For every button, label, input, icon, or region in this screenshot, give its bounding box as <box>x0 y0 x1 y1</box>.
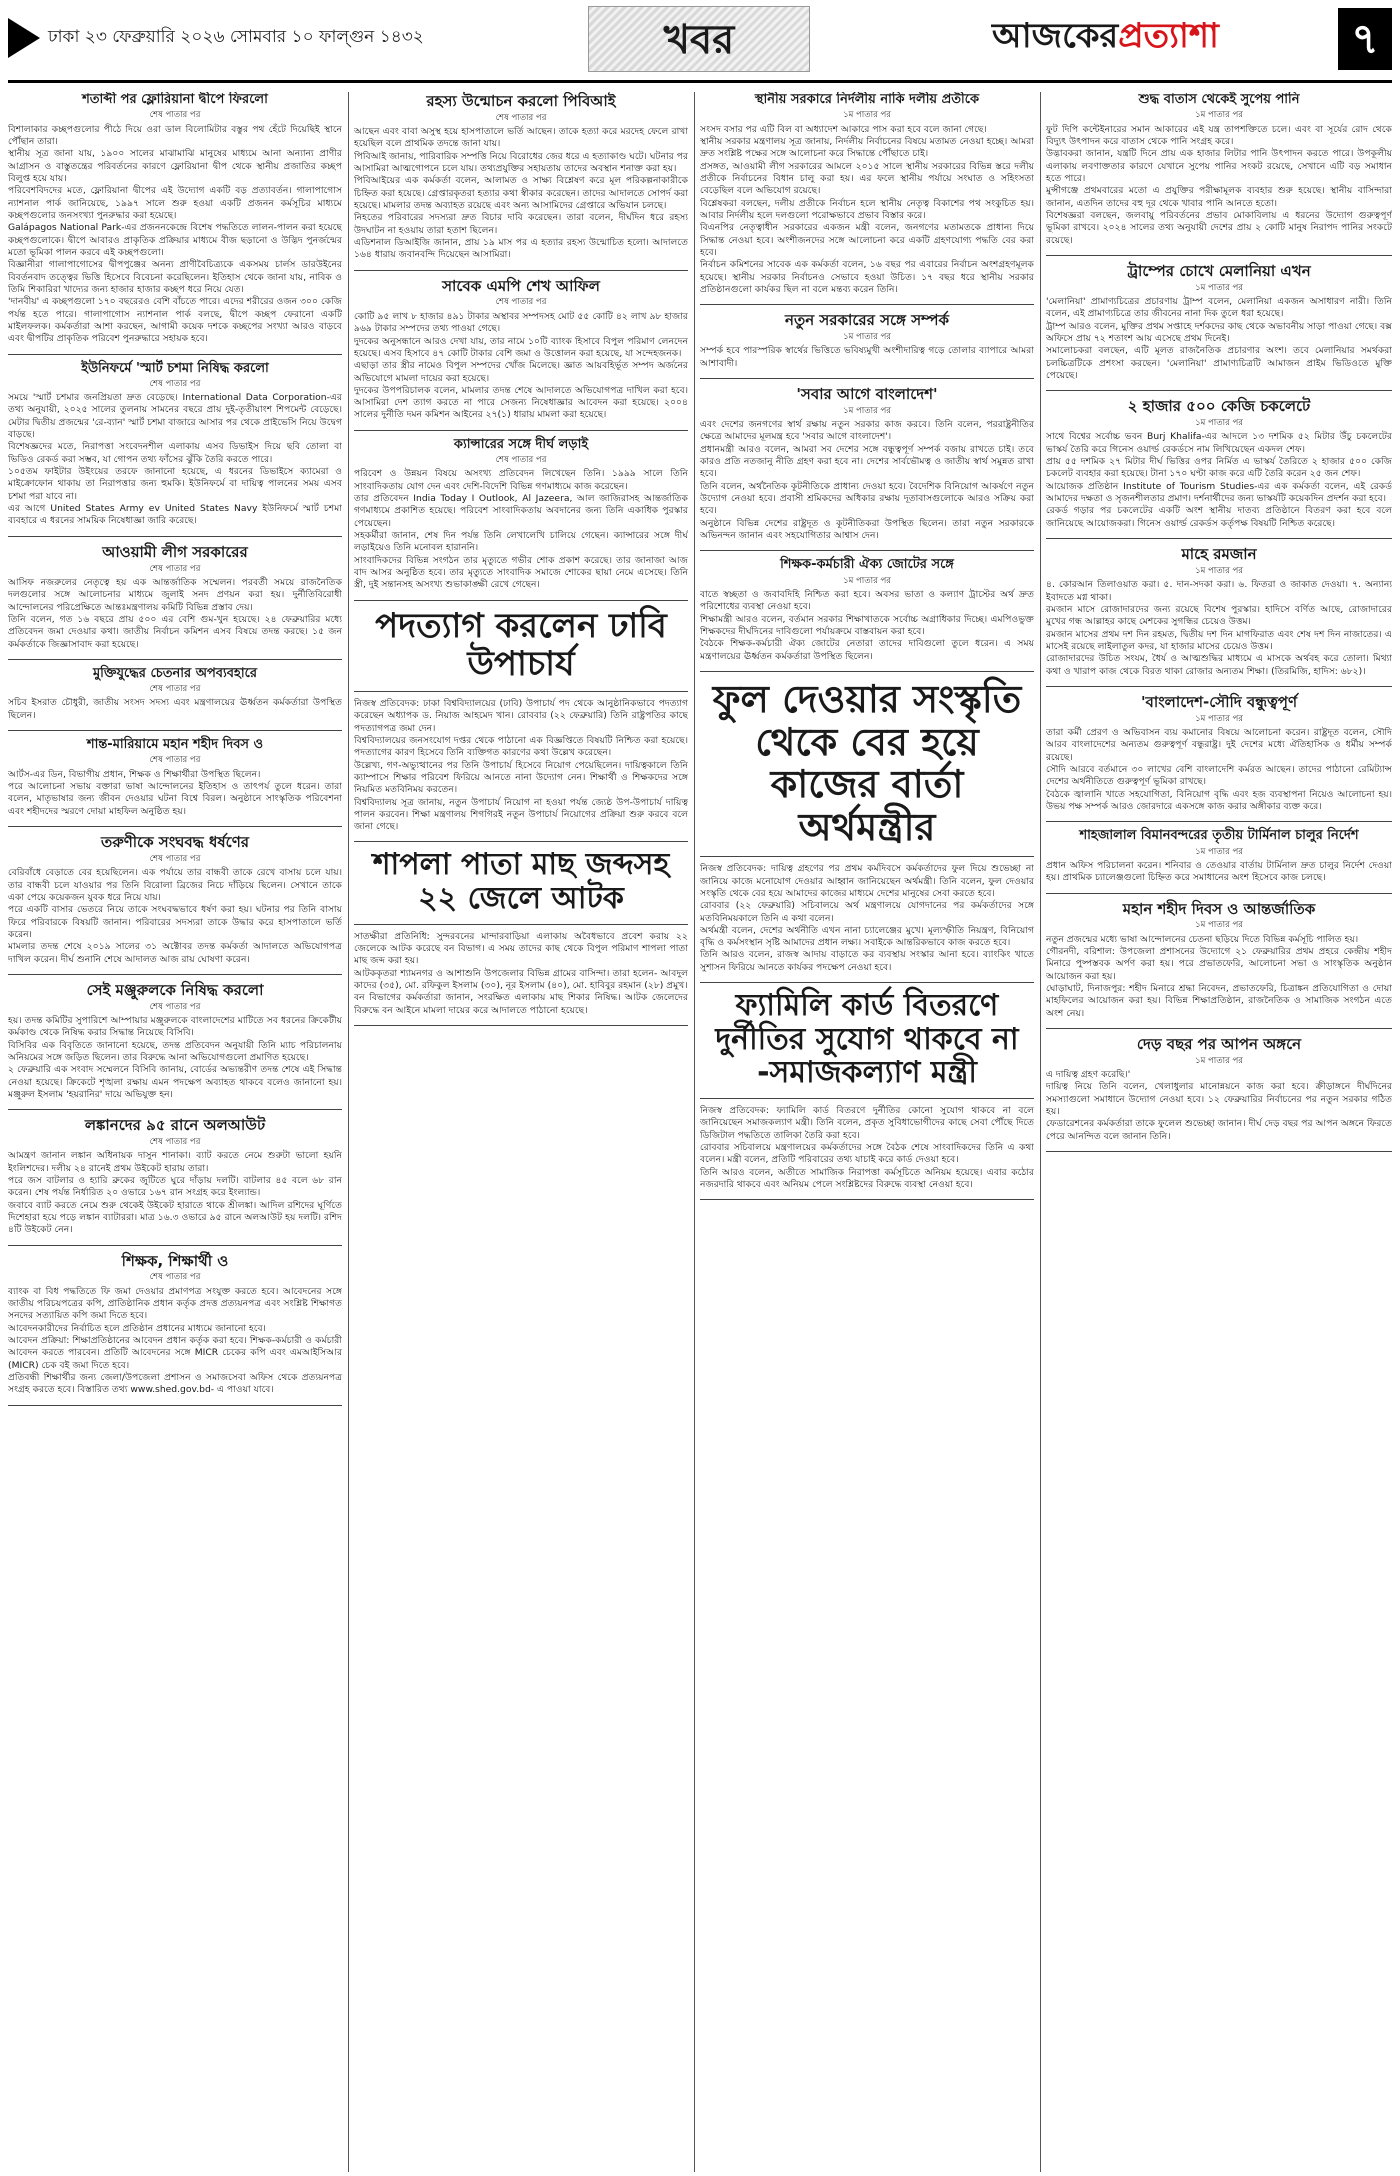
story-body: এ দায়িত্ব গ্রহণ করেছি।' দায়িত্ব নিয়ে তিনি বলেন, খেলাধুলার মানোন্নয়নে কাজ করা হবে। ক্রীড়াঙ্গনে দীর্ঘদিনের সমস্যাগুলো সমাধানে উদ্যোগ নেওয়া হবে। ১২ ফেব্রুয়ারির নির্বাচনের পর নতুন সরকার গঠিত হয়। ফেডারেশনের কর্মকর্তারা তাকে ফুলেল শুভেচ্ছা জানান। দীর্ঘ দেড় বছর পর আপন অঙ্গনে ফিরতে পেরে আনন্দিত বলে জানান তিনি। <box>1046 1069 1392 1142</box>
continuation-note: শেষ পাতার পর <box>495 112 547 123</box>
story-body: ৪. কোরআন তিলাওয়াত করা। ৫. দান-সদকা করা। ৬. ফিতরা ও জাকাত দেওয়া। ৭. অন্যান্য ইবাদতে মগ্ন থাকা। রমজান মাসে রোজাদারদের জন্য রয়েছে বিশেষ পুরস্কার। হাদিসে বর্ণিত আছে, রোজাদারের মুখের গন্ধ আল্লাহর কাছে মেশকের সুগন্ধির চেয়েও উত্তম। রমজান মাসের প্রথম দশ দিন রহমত, দ্বিতীয় দশ দিন মাগফিরাত এবং শেষ দশ দিন নাজাতের। এ মাসেই রয়েছে লাইলাতুল কদর, যা হাজার মাসের চেয়েও উত্তম। রোজাদারদের উচিত সংযম, ধৈর্য ও আত্মশুদ্ধির মাধ্যমে এ মাসকে অর্থবহ করে তোলা। মিথ্যা কথা ও খারাপ কাজ থেকে বিরত থাকা রোজার অন্যতম শিক্ষা। (তিরমিজি, হাদিস: ৬৮২)। <box>1046 579 1392 677</box>
story-body: বিশালাকার কচ্ছপগুলোর পীঠে দিয়ে ওরা ডাল বিলোমিটার বস্তুর পথ হেঁটে দিয়েছিই স্থানে পৌঁছান তারা। স্থানীয় সূত্র জানা যায়, ১৯০০ সালের মাঝামাঝি মানুষের মাধ্যমে আনা অন্যান্য প্রাণীর আগ্রাসন ও বাস্তুতন্ত্রের পরিবর্তনের কারণে ফ্লোরিয়ানা দ্বীপ থেকে স্থানীয় প্রজাতির কচ্ছপ বিলুপ্ত হয়ে যায়। পরিবেশবিদদের মতে, ফ্লোরিয়ানা দ্বীপের এই উদ্যোগ একটি বড় প্রত্যাবর্তন। গালাপাগোস ন্যাশনাল পার্ক জানিয়েছে, ১৯৯৭ সালে শুরু হওয়া একটি প্রজনন কর্মসূচির মাধ্যমে কচ্ছপগুলোর জনসংখ্যা পুনরুদ্ধার করা হয়েছে। Galápagos National Park-এর প্রজননকেন্দ্রে বিশেষ পদ্ধতিতে লালন-পালন করা হয়েছে কচ্ছপগুলোকে। দ্বীপে আবারও প্রাকৃতিক প্রক্রিয়ার মাধ্যমে বীজ ছড়ানো ও উদ্ভিদ পুনর্জন্মের মতো ভূমিকা পালন করবে এই কচ্ছপগুলো। বিজ্ঞানীরা গালাপাগোসের দ্বীপপুঞ্জের অনন্য প্রাণীবৈচিত্র্যকে একসময় চার্লস ডারউইনের বিবর্তনবাদ তত্ত্বের ভিত্তি হিসেবে বিবেচনা করেছিলেন। ইতিহাস থেকে জানা যায়, নাবিক ও তিমি শিকারিরা খাদ্যের জন্য হাজার হাজার কচ্ছপ ধরে নিয়ে যেত। 'দানবীয়' এ কচ্ছপগুলো ১৭০ বছরেরও বেশি বাঁচতে পারে। এদের শরীরের ওজন ৩০০ কেজি পর্যন্ত হতে পারে। গালাপাগোস ন্যাশনাল পার্ক বলছে, দ্বীপে কচ্ছপ ফেরানো একটি মাইলফলক। কর্মকর্তারা আশা করছেন, আগামী কয়েক দশকে কচ্ছপের সংখ্যা আরও বাড়বে এবং দ্বীপটির প্রাকৃতিক পরিবেশ পুনরুদ্ধারে সহায়ক হবে। <box>8 123 342 345</box>
headline: লঙ্কানদের ৯৫ রানে অলআউট <box>84 1116 266 1135</box>
story-separator <box>700 550 1034 551</box>
story <box>8 1116 342 1236</box>
story-separator <box>700 982 1034 983</box>
story <box>1046 545 1392 678</box>
story-separator <box>354 430 688 431</box>
column-4 <box>1046 92 1392 2172</box>
story-separator <box>700 304 1034 305</box>
story-body: সংসদ বসার পর এটি বিল বা অধ্যাদেশ আকারে পাস করা হবে বলে জানা গেছে। স্থানীয় সরকার মন্ত্রণালয় সূত্র জানায়, নির্দলীয় নির্বাচনের বিষয়ে মতামত নেওয়া হচ্ছে। আমরা দ্রুত সংশ্লিষ্ট পক্ষের সঙ্গে আলোচনা করে সিদ্ধান্তে পৌঁছাতে চাই। প্রসঙ্গত, আওয়ামী লীগ সরকারের আমলে ২০১৫ সালে স্থানীয় সরকারের বিভিন্ন স্তরে দলীয় প্রতীকে নির্বাচনের বিধান চালু করা হয়। এর ফলে স্থানীয় পর্যায়ে সংঘাত ও সহিংসতা বেড়েছিল বলে অভিযোগ রয়েছে। বিশ্লেষকরা বলছেন, দলীয় প্রতীকে নির্বাচন হলে স্থানীয় নেতৃত্ব বিকাশের পথ সংকুচিত হয়। আবার নির্দলীয় হলে দলগুলো পরোক্ষভাবে প্রভাব বিস্তার করে। বিএনপির নেতৃত্বাধীন সরকারের একজন মন্ত্রী বলেন, জনগণের মতামতকে প্রাধান্য দিয়ে সিদ্ধান্ত নেওয়া হবে। অংশীজনদের সঙ্গে আলোচনা করে একটি গ্রহণযোগ্য পদ্ধতি বের করা হবে। নির্বাচন কমিশনের সাবেক এক কর্মকর্তা বলেন, ১৬ বছর পর এবারের নির্বাচন অংশগ্রহণমূলক হয়েছে। স্থানীয় সরকার নির্বাচনও সেভাবে হওয়া উচিত। ১৭ বছর ধরে স্থানীয় সরকার প্রতিষ্ঠানগুলো কার্যকর ছিল না বলে মন্তব্য করেন তিনি। <box>700 123 1034 295</box>
headline: স্থানীয় সরকারে নির্দলীয় নাকি দলীয় প্রতীকে <box>754 92 980 107</box>
headline-large: পদত্যাগ করলেন ঢাবি উপাচার্য <box>375 605 667 684</box>
story-body: পরিবেশ ও উন্নয়ন বিষয়ে অসংখ্য প্রতিবেদন লিখেছেন তিনি। ১৯৯৯ সালে তিনি সাংবাদিকতায় যোগ দেন এবং দেশি-বিদেশি বিভিন্ন গণমাধ্যমে কাজ করেছেন। তার প্রতিবেদন India Today I Outlook, Al Jazeera, আল জাজিরাসহ আন্তর্জাতিক গণমাধ্যমে প্রকাশিত হয়েছে। পরিবেশ সাংবাদিকতায় অবদানের জন্য তিনি একাধিক পুরস্কার পেয়েছেন। সহকর্মীরা জানান, শেষ দিন পর্যন্ত তিনি লেখালেখি চালিয়ে গেছেন। ক্যান্সারের সঙ্গে দীর্ঘ লড়াইয়েও তিনি মনোবল হারাননি। সাংবাদিকদের বিভিন্ন সংগঠন তার মৃত্যুতে গভীর শোক প্রকাশ করেছে। তার জানাজা আজ বাদ আসর অনুষ্ঠিত হবে। তার মৃত্যুতে সাংবাদিক সমাজে শোকের ছায়া নেমে এসেছে। তিনি স্ত্রী, দুই সন্তানসহ অসংখ্য শুভাকাঙ্ক্ষী রেখে গেছেন। <box>354 468 688 591</box>
headline: দেড় বছর পর আপন অঙ্গনে <box>1136 1034 1302 1053</box>
story <box>8 361 342 528</box>
headline: নতুন সরকারের সঙ্গে সম্পর্ক <box>784 311 950 330</box>
column-3 <box>700 92 1034 2172</box>
story-separator <box>8 354 342 355</box>
story-body: সম্পর্ক হবে পারস্পরিক স্বার্থের ভিত্তিতে ভবিষ্যমুখী অংশীদারিত্ব গড়ে তোলার ব্যাপারে আমরা আশাবাদী। <box>700 345 1034 369</box>
story-separator <box>1046 390 1392 391</box>
column-divider <box>348 92 349 2172</box>
headline: শতাব্দী পর ফ্লোরিয়ানা দ্বীপে ফিরলো <box>82 92 268 107</box>
headline-large: ফ্যামিলি কার্ড বিতরণে দুর্নীতির সুযোগ থাকবে না -সমাজকল্যাণ মন্ত্রী <box>715 988 1019 1091</box>
header-rule <box>8 80 1392 83</box>
headline: ২ হাজার ৫০০ কেজি চকলেটে <box>1127 397 1311 416</box>
continuation-note: শেষ পাতার পর <box>149 1272 201 1283</box>
story-separator <box>354 691 688 692</box>
story-body: এবং দেশের জনগণের স্বার্থ রক্ষায় নতুন সরকার কাজ করবে। তিনি বলেন, পররাষ্ট্রনীতির ক্ষেত্রে আমাদের মূলমন্ত্র হবে 'সবার আগে বাংলাদেশ'। প্রধানমন্ত্রী আরও বলেন, আমরা সব দেশের সঙ্গে বন্ধুত্বপূর্ণ সম্পর্ক বজায় রাখতে চাই। তবে কারও প্রতি নতজানু নীতি গ্রহণ করা হবে না। দেশের সার্বভৌমত্ব ও জাতীয় স্বার্থ সমুন্নত রাখা হবে। তিনি বলেন, অর্থনৈতিক কূটনীতিকে প্রাধান্য দেওয়া হবে। বৈদেশিক বিনিয়োগ আকর্ষণে নতুন উদ্যোগ নেওয়া হবে। প্রবাসী শ্রমিকদের অধিকার রক্ষায় দূতাবাসগুলোকে আরও সক্রিয় করা হবে। অনুষ্ঠানে বিভিন্ন দেশের রাষ্ট্রদূত ও কূটনীতিকরা উপস্থিত ছিলেন। তারা নতুন সরকারকে অভিনন্দন জানান এবং সহযোগিতার আশ্বাস দেন। <box>700 419 1034 542</box>
story-separator <box>1046 821 1392 822</box>
dateline: ঢাকা ২৩ ফেব্রুয়ারি ২০২৬ সোমবার ১০ ফাল্গুন ১৪৩২ <box>48 27 424 47</box>
headline: তরুণীকে সংঘবদ্ধ ধর্ষণের <box>100 833 250 852</box>
logo-text-red: প্রত্যাশা <box>1118 16 1219 56</box>
story-body: নিজস্ব প্রতিবেদক: ফ্যামিলি কার্ড বিতরণে দুর্নীতির কোনো সুযোগ থাকবে না বলে জানিয়েছেন সমাজকল্যাণ মন্ত্রী। তিনি বলেন, প্রকৃত সুবিধাভোগীদের কাছে সেবা পৌঁছে দিতে ডিজিটাল পদ্ধতিতে তালিকা তৈরি করা হবে। রোববার সচিবালয়ে মন্ত্রণালয়ের কর্মকর্তাদের সঙ্গে বৈঠক শেষে সাংবাদিকদের তিনি এ কথা বলেন। মন্ত্রী বলেন, প্রতিটি পরিবারের তথ্য যাচাই করে কার্ড দেওয়া হবে। তিনি আরও বলেন, অতীতে সামাজিক নিরাপত্তা কর্মসূচিতে অনিয়ম হয়েছে। এবার কঠোর নজরদারি থাকবে এবং অনিয়ম পেলে সংশ্লিষ্টদের বিরুদ্ধে ব্যবস্থা নেওয়া হবে। <box>700 1104 1034 1190</box>
story <box>1046 693 1392 813</box>
story-separator <box>354 924 688 925</box>
page-arrow-icon <box>8 18 40 58</box>
headline: শান্ত-মারিয়ামে মহান শহীদ দিবস ও <box>86 737 264 753</box>
story-body: নিজস্ব প্রতিবেদক: দায়িত্ব গ্রহণের পর প্রথম কর্মদিবসে কর্মকর্তাদের ফুল দিয়ে শুভেচ্ছা না জানিয়ে কাজে মনোযোগ দেওয়ার আহ্বান জানিয়েছেন অর্থমন্ত্রী। তিনি বলেন, ফুল দেওয়ার সংস্কৃতি থেকে বের হয়ে আমাদের কাজের মাধ্যমে দেশের মানুষের সেবা করতে হবে। রোববার (২২ ফেব্রুয়ারি) সচিবালয়ে অর্থ মন্ত্রণালয়ে যোগদানের পর কর্মকর্তাদের সঙ্গে মতবিনিময়কালে তিনি এ কথা বলেন। অর্থমন্ত্রী বলেন, দেশের অর্থনীতি এখন নানা চ্যালেঞ্জের মুখে। মূল্যস্ফীতি নিয়ন্ত্রণ, বিনিয়োগ বৃদ্ধি ও কর্মসংস্থান সৃষ্টি আমাদের প্রধান লক্ষ্য। সবাইকে আন্তরিকভাবে কাজ করতে হবে। তিনি আরও বলেন, রাজস্ব আদায় বাড়াতে কর ব্যবস্থায় সংস্কার আনা হবে। ব্যাংকিং খাতে সুশাসন ফিরিয়ে আনতে কার্যকর পদক্ষেপ নেওয়া হবে। <box>700 863 1034 973</box>
story-body: আছেন এবং বাবা অসুস্থ হয়ে হাসপাতালে ভর্তি আছেন। তাকে হত্যা করে মরদেহ ফেলে রাখা হয়েছিল বলে প্রাথমিক তদন্তে জানা যায়। পিবিআই জানায়, পারিবারিক সম্পত্তি নিয়ে বিরোধের জের ধরে এ হত্যাকাণ্ড ঘটে। ঘটনার পর আসামিরা আত্মগোপনে চলে যায়। তথ্যপ্রযুক্তির সহায়তায় তাদের অবস্থান শনাক্ত করা হয়। পিবিআইয়ের এক কর্মকর্তা বলেন, আলামত ও সাক্ষ্য বিশ্লেষণ করে মূল পরিকল্পনাকারীকে চিহ্নিত করা হয়েছে। গ্রেপ্তারকৃতরা হত্যার কথা স্বীকার করেছেন। তাদের আদালতে সোপর্দ করা হয়েছে। মামলার তদন্ত অব্যাহত রয়েছে এবং অন্য আসামিদের গ্রেপ্তারে অভিযান চলছে। নিহতের পরিবারের সদস্যরা দ্রুত বিচার দাবি করেছেন। তারা বলেন, দীর্ঘদিন ধরে রহস্য উদঘাটন না হওয়ায় তারা হতাশ ছিলেন। এডিশনাল ডিআইজি জানান, প্রায় ১৯ মাস পর এ হত্যার রহস্য উন্মোচিত হলো। আদালতে ১৬৪ ধারায় জবানবন্দি দিয়েছেন আসামিরা। <box>354 126 688 261</box>
story-body: সচিব ইসরাত চৌধুরী, জাতীয় সংসদ সদস্য এবং মন্ত্রণালয়ের ঊর্ধ্বতন কর্মকর্তারা উপস্থিত ছিলেন। <box>8 697 342 721</box>
continuation-note: শেষ পাতার পর <box>495 455 547 466</box>
story-body: ব্যাংক বা বিধ পদ্ধতিতে ফি জমা দেওয়ার প্রমাণপত্র সংযুক্ত করতে হবে। আবেদনের সঙ্গে জাতীয় পরিচয়পত্রের কপি, প্রাতিষ্ঠানিক প্রধান কর্তৃক প্রদত্ত প্রত্যয়নপত্র এবং সংশ্লিষ্ট শিক্ষাগত সনদের সত্যায়িত কপি জমা দিতে হবে। আবেদনকারীদের নির্বাচিত হলে প্রতিষ্ঠান প্রধানের মাধ্যমে জানানো হবে। আবেদন প্রক্রিয়া: শিক্ষাপ্রতিষ্ঠানের আবেদন প্রধান কর্তৃক করা হবে। শিক্ষক-কর্মচারী ও কর্মচারী আবেদন করতে পারবেন। প্রতিটি আবেদনের সঙ্গে MICR চেকের কপি এবং এমআইসিআর (MICR) চেক বই জমা দিতে হবে। প্রতিবন্ধী শিক্ষার্থীর জন্য জেলা/উপজেলা প্রশাসন ও সমাজসেবা অফিস থেকে প্রত্যয়নপত্র সংগ্রহ করতে হবে। বিস্তারিত তথ্য www.shed.gov.bd- এ পাওয়া যাবে। <box>8 1285 342 1396</box>
story <box>700 557 1034 663</box>
headline: আওয়ামী লীগ সরকারের <box>102 542 248 561</box>
story-body: প্রধান অফিস পরিচালনা করেন। শনিবার ও তেওয়ার বার্তায় টার্মিনাল দ্রুত চালুর নির্দেশ দেওয়া হয়। প্রাথমিক চ্যালেঞ্জগুলো চিহ্নিত করে সমাধানের অংশ হিসেবে কাজ চলছে। <box>1046 859 1392 884</box>
story-body: সাথে বিশ্বের সর্বোচ্চ ভবন Burj Khalifa-এর আদলে ১৩ দশমিক ৫২ মিটার উঁচু চকলেটের ভাস্কর্য তৈরি করে গিনেস ওয়ার্ল্ড রেকর্ডসে নাম লিখিয়েছেন একদল শেফ। প্রায় ৫৫ দশমিক ২৭ মিটার দীর্ঘ ভিত্তির ওপর নির্মিত এ ভাস্কর্য তৈরিতে ২ হাজার ৫০০ কেজি চকলেট ব্যবহার করা হয়েছে। টানা ১৭০ ঘণ্টা কাজ করে এটি তৈরি করেন ২৫ জন শেফ। আয়োজক প্রতিষ্ঠান Institute of Tourism Studies-এর এক কর্মকর্তা বলেন, এই রেকর্ড আমাদের দক্ষতা ও সৃজনশীলতার প্রমাণ। দর্শনার্থীদের জন্য ভাস্কর্যটি কয়েকদিন প্রদর্শন করা হবে। রেকর্ড গড়ার পর চকলেটের একটি অংশ স্থানীয় দাতব্য প্রতিষ্ঠানে বিতরণ করা হবে বলে জানিয়েছে আয়োজকরা। গিনেস ওয়ার্ল্ড রেকর্ডস কর্তৃপক্ষ বিষয়টি নিশ্চিত করেছে। <box>1046 431 1392 529</box>
headline-large: ফুল দেওয়ার সংস্কৃতি থেকে বের হয়ে কাজের বার্তা অর্থমন্ত্রীর <box>712 677 1022 849</box>
story-separator <box>1046 1028 1392 1029</box>
logo-text-black: আজকের <box>992 16 1119 56</box>
continuation-note: ১ম পাতার পর <box>1195 846 1243 857</box>
column-divider <box>1040 92 1041 2172</box>
headline: 'সবার আগে বাংলাদেশ' <box>796 385 938 403</box>
story-separator <box>1046 255 1392 256</box>
continuation-note: শেষ পাতার পর <box>149 1137 201 1147</box>
continuation-note: ১ম পাতার পর <box>1195 110 1243 121</box>
headline-large: শাপলা পাতা মাছ জব্দসহ ২২ জেলে আটক <box>372 847 670 917</box>
story-separator <box>700 1098 1034 1099</box>
story <box>8 666 342 722</box>
story <box>1046 262 1392 382</box>
section-label-box <box>588 6 810 72</box>
continuation-note: ১ম পাতার পর <box>1195 565 1243 576</box>
story-body: সময়ে 'স্মার্ট চশমার জনপ্রিয়তা দ্রুত বেড়েছে। International Data Corporation-এর তথ্য অনুযায়ী, ২০২৫ সালের তুলনায় সামনের বছরে প্রায় দুই-তৃতীয়াংশ শিপমেন্ট বেড়েছে। মেটার দ্বিতীয় প্রজন্মের 'রে-ব্যান' স্মার্ট চশমা বাজারে আসার পর থেকে প্রাইভেসি নিয়ে উদ্বেগ বাড়ছে। বিশেষজ্ঞদের মতে, নিরাপত্তা সংবেদনশীল এলাকায় এসব ডিভাইস দিয়ে ছবি তোলা বা ভিডিও রেকর্ড করা সম্ভব, যা গোপন তথ্য ফাঁসের ঝুঁকি তৈরি করতে পারে। ১০৫তম ফাইটার উইংয়ের তরফে জানানো হয়েছে, এ ধরনের ডিভাইসে ক্যামেরা ও মাইক্রোফোন থাকায় তা নিরাপত্তার জন্য হুমকি। ইউনিফর্মে বা দায়িত্ব পালনের সময় এসব চশমা পরা যাবে না। এর আগে United States Army ev United States Navy ইউনিফর্মে স্মার্ট চশমা ব্যবহারে এ ধরনের সাময়িক নিষেধাজ্ঞা জারি করেছে। <box>8 392 342 527</box>
continuation-note: শেষ পাতার পর <box>149 1001 201 1012</box>
headline: 'বাংলাদেশ-সৌদি বন্ধুত্বপূর্ণ <box>1140 692 1298 711</box>
story-separator <box>1046 1151 1392 1152</box>
headline: ইউনিফর্মে 'স্মার্ট চশমা নিষিদ্ধ করলো <box>81 360 269 376</box>
story-separator <box>700 856 1034 857</box>
story <box>700 385 1034 542</box>
story-body: আর্টস-এর ডিন, বিভাগীয় প্রধান, শিক্ষক ও শিক্ষার্থীরা উপস্থিত ছিলেন। পরে আলোচনা সভায় বক্তারা ভাষা আন্দোলনের ইতিহাস ও তাৎপর্য তুলে ধরেন। তারা বলেন, মাতৃভাষার জন্য জীবন দেওয়ার ঘটনা বিশ্বে বিরল। অনুষ্ঠানে সাংস্কৃতিক পরিবেশনা এবং শহীদদের স্মরণে দোয়া মাহফিল অনুষ্ঠিত হয়। <box>8 768 342 817</box>
story-separator <box>8 1245 342 1246</box>
story-body: 'মেলানিয়া' প্রামাণ্যচিত্রের প্রচারণায় ট্রাম্প বলেন, মেলানিয়া একজন অসাধারণ নারী। তিনি বলেন, এই প্রামাণ্যচিত্রে তার জীবনের নানা দিক তুলে ধরা হয়েছে। ট্রাম্প আরও বলেন, মুক্তির প্রথম সপ্তাহে দর্শকদের কাছ থেকে অভাবনীয় সাড়া পাওয়া গেছে। বক্স অফিসে প্রায় ৭২ শতাংশ আয় এসেছে প্রথম দিনেই। সমালোচকরা বলছেন, এটি মূলত রাজনৈতিক প্রচারণার অংশ। তবে মেলানিয়ার সমর্থকরা চলচ্চিত্রটিকে প্রশংসা করছেন। 'মেলানিয়া' প্রামাণ্যচিত্রটি আমাজন প্রাইম ভিডিওতে মুক্তি পেয়েছে। <box>1046 296 1392 381</box>
story-body: আসিফ নজরুলের নেতৃত্বে হয় এক আন্তর্জাতিক সম্মেলন। পরবর্তী সময়ে রাজনৈতিক দলগুলোর সঙ্গে আলোচনার মাধ্যমে জুলাই সনদ প্রণয়ন করা হয়। দুর্নীতিবিরোধী আন্দোলনের পরিপ্রেক্ষিতে আন্তঃমন্ত্রণালয় কমিটি বিভিন্ন প্রস্তাব দেয়। তিনি বলেন, গত ১৬ বছরে প্রায় ৫০০ এর বেশি গুম-খুন হয়েছে। ২৪ ফেব্রুয়ারির মধ্যে প্রতিবেদন জমা দেওয়ার কথা। জাতীয় নির্বাচন কমিশন এসব বিষয়ে তদন্ত করছে। ১৫ জন কর্মকর্তাকে জিজ্ঞাসাবাদ করা হয়েছে। <box>8 576 342 650</box>
column-2 <box>354 92 688 2172</box>
continuation-note: ১ম পাতার পর <box>1195 282 1243 293</box>
continuation-note: ১ম পাতার পর <box>843 110 891 121</box>
story <box>354 277 688 422</box>
story-body: সাতক্ষীরা প্রতিনিধি: সুন্দরবনের মান্দারবাড়িয়া এলাকায় অবৈধভাবে প্রবেশ করায় ২২ জেলেকে আটক করেছে বন বিভাগ। এ সময় তাদের কাছ থেকে বিপুল পরিমাণ শাপলা পাতা মাছ জব্দ করা হয়। আটককৃতরা শ্যামনগর ও আশাশুনি উপজেলার বিভিন্ন গ্রামের বাসিন্দা। তারা হলেন- আবদুল কাদের (৩৫), মো. রফিকুল ইসলাম (৩০), নূর ইসলাম (৪০), মো. হাবিবুর রহমান (২৮) প্রমুখ। বন বিভাগের কর্মকর্তারা জানান, সংরক্ষিত এলাকায় মাছ শিকার নিষিদ্ধ। আটক জেলেদের বিরুদ্ধে বন আইনে মামলা দায়ের করে আদালতে পাঠানো হয়েছে। <box>354 930 688 1016</box>
column-divider <box>694 92 695 2172</box>
continuation-note: ১ম পাতার পর <box>843 575 891 586</box>
continuation-note: শেষ পাতার পর <box>149 378 201 389</box>
story <box>1046 397 1392 530</box>
story-body: বাতে স্বচ্ছতা ও জবাবদিহি নিশ্চিত করা হবে। অবসর ভাতা ও কল্যাণ ট্রাস্টের অর্থ দ্রুত পরিশোধের ব্যবস্থা নেওয়া হবে। শিক্ষামন্ত্রী আরও বলেন, বর্তমান সরকার শিক্ষাখাতকে সর্বোচ্চ অগ্রাধিকার দিচ্ছে। এমপিওভুক্ত শিক্ষকদের দীর্ঘদিনের দাবিগুলো পর্যায়ক্রমে বাস্তবায়ন করা হবে। বৈঠকে শিক্ষক-কর্মচারী ঐক্য জোটের নেতারা তাদের দাবিগুলো তুলে ধরেন। এ সময় মন্ত্রণালয়ের ঊর্ধ্বতন কর্মকর্তারা উপস্থিত ছিলেন। <box>700 589 1034 662</box>
continuation-note: শেষ পাতার পর <box>149 684 201 695</box>
continuation-note: ১ম পাতার পর <box>1195 713 1243 724</box>
story <box>8 92 342 346</box>
continuation-note: শেষ পাতার পর <box>149 755 201 766</box>
story <box>700 863 1034 974</box>
story-body: নিজস্ব প্রতিবেদক: ঢাকা বিশ্ববিদ্যালয়ের (ঢাবি) উপাচার্য পদ থেকে আনুষ্ঠানিকভাবে পদত্যাগ করেছেন অধ্যাপক ড. নিয়াজ আহমেদ খান। রোববার (২২ ফেব্রুয়ারি) তিনি রাষ্ট্রপতির কাছে পদত্যাগপত্র জমা দেন। বিশ্ববিদ্যালয়ের জনসংযোগ দপ্তর থেকে পাঠানো এক বিজ্ঞপ্তিতে বিষয়টি নিশ্চিত করা হয়েছে। পদত্যাগের কারণ হিসেবে তিনি ব্যক্তিগত কারণের কথা উল্লেখ করেছেন। উল্লেখ্য, গণ-অভ্যুত্থানের পর তিনি উপাচার্য হিসেবে নিয়োগ পেয়েছিলেন। দায়িত্বকালে তিনি ক্যাম্পাসে শিক্ষার পরিবেশ ফিরিয়ে আনতে নানা উদ্যোগ নেন। শিক্ষার্থী ও শিক্ষকদের সঙ্গে নিয়মিত মতবিনিময় করতেন। বিশ্ববিদ্যালয় সূত্র জানায়, নতুন উপাচার্য নিয়োগ না হওয়া পর্যন্ত জ্যেষ্ঠ উপ-উপাচার্য দায়িত্ব পালন করবেন। শিক্ষা মন্ত্রণালয় শিগগিরই নতুন উপাচার্য নিয়োগের প্রক্রিয়া শুরু করবে বলে জানা গেছে। <box>354 697 688 833</box>
story-separator <box>354 600 688 601</box>
story-separator <box>8 730 342 731</box>
story-separator <box>8 1109 342 1110</box>
story <box>700 1105 1034 1191</box>
story-body: বেরিবাঁধে বেড়াতে বের হয়েছিলেন। এক পর্যায়ে তার বান্ধবী তাকে রেখে বাসায় চলে যায়। তার বান্ধবী চলে যাওয়ার পর তিনি বিরোলা ব্রিজের নিচে দাঁড়িয়ে ছিলেন। সেখানে তাকে একা পেয়ে কয়েকজন যুবক ধরে নিয়ে যায়। পরে একটি বাসার ভেতরে নিয়ে তাকে সংঘবদ্ধভাবে ধর্ষণ করা হয়। ঘটনার পর তিনি বাসায় ফিরে পরিবারকে বিষয়টি জানান। পরিবারের সদস্যরা তাকে উদ্ধার করে হাসপাতালে ভর্তি করেন। মামলার তদন্ত শেষে ২০১৯ সালের ৩১ অক্টোবর তদন্ত কর্মকর্তা আদালতে অভিযোগপত্র দাখিল করেন। দীর্ঘ শুনানি শেষে আদালত আজ রায় ঘোষণা করেন। <box>8 867 342 965</box>
headline: মুক্তিযুদ্ধের চেতনার অপব্যবহারে <box>92 665 258 681</box>
story-separator <box>1046 538 1392 539</box>
story <box>8 981 342 1101</box>
story-body: হয়। তদন্ত কমিটির সুপারিশে আম্পায়ার মঞ্জুরুলকে বাংলাদেশের মাটিতে সব ধরনের ক্রিকেটীয় কর্মকাণ্ড থেকে নিষিদ্ধ করার সিদ্ধান্ত নিয়েছে বিসিবি। বিসিবির এক বিবৃতিতে জানানো হয়েছে, তদন্ত প্রতিবেদন অনুযায়ী তিনি ম্যাচ পরিচালনায় অনিয়মের সঙ্গে জড়িত ছিলেন। তার বিরুদ্ধে আনা অভিযোগগুলো প্রমাণিত হয়েছে। ২ ফেব্রুয়ারি এক সংবাদ সম্মেলনে বিসিবি জানায়, বোর্ডের অভ্যন্তরীণ তদন্ত শেষে এই সিদ্ধান্ত নেওয়া হয়েছে। ক্রিকেটে শৃঙ্খলা রক্ষায় এমন পদক্ষেপ অব্যাহত থাকবে বলেও জানানো হয়। মঞ্জুরুল ইসলাম 'হয়রানির' দায়ে অভিযুক্ত হন। <box>8 1014 342 1100</box>
headline: ট্রাম্পের চোখে মেলানিয়া এখন <box>1127 261 1311 280</box>
headline: শিক্ষক-কর্মচারী ঐক্য জোটের সঙ্গে <box>780 557 954 573</box>
story <box>700 678 1034 848</box>
headline: সাবেক এমপি শেখ আফিল <box>442 276 600 295</box>
story <box>8 833 342 966</box>
page-header <box>0 0 1400 86</box>
story-body: ফুট দিপি কন্টেইনারের সমান আকারের এই যন্ত্র তাপশক্তিতে চলে। এবং বা সূর্যের রোদ থেকে বিদ্যুৎ উৎপাদন করে বাতাস থেকে পানি সংগ্রহ করে। উদ্ভাবকরা জানান, যন্ত্রটি দিনে প্রায় এক হাজার লিটার পানি উৎপাদন করতে পারে। উপকূলীয় এলাকায় লবণাক্ততার কারণে যেখানে সুপেয় পানির সংকট রয়েছে, সেখানে এটি বড় সমাধান হতে পারে। মুন্সীগঞ্জে প্রথমবারের মতো এ প্রযুক্তির পরীক্ষামূলক ব্যবহার শুরু হয়েছে। স্থানীয় বাসিন্দারা জানান, এতদিন তাদের বহু দূর থেকে খাবার পানি আনতে হতো। বিশেষজ্ঞরা বলছেন, জলবায়ু পরিবর্তনের প্রভাব মোকাবিলায় এ ধরনের উদ্যোগ গুরুত্বপূর্ণ ভূমিকা রাখবে। ২০২৪ সালের তথ্য অনুযায়ী দেশের প্রায় ২ কোটি মানুষ নিরাপদ পানির সংকটে রয়েছে। <box>1046 123 1392 246</box>
newspaper-logo <box>992 14 1219 60</box>
story-separator <box>8 659 342 660</box>
story <box>354 437 688 592</box>
story-separator <box>8 826 342 827</box>
story-separator <box>8 536 342 537</box>
story <box>354 848 688 915</box>
story <box>1046 92 1392 247</box>
story <box>8 1252 342 1397</box>
continuation-note: ১ম পাতার পর <box>843 331 891 342</box>
headline: মাহে রমজান <box>1181 545 1257 564</box>
headline: রহস্য উন্মোচন করলো পিবিআই <box>426 92 616 110</box>
column-1 <box>8 92 342 2172</box>
story-separator <box>354 270 688 271</box>
story <box>1046 1035 1392 1143</box>
continuation-note: শেষ পাতার পর <box>149 110 201 121</box>
story <box>700 311 1034 370</box>
page-number: ৭ <box>1338 8 1392 70</box>
headline: শাহজালাল বিমানবন্দরের তৃতীয় টার্মিনাল চালুর নির্দেশ <box>1079 828 1359 844</box>
story-separator <box>8 1405 342 1406</box>
story <box>354 931 688 1017</box>
story-body: নতুন প্রজন্মের মধ্যে ভাষা আন্দোলনের চেতনা ছড়িয়ে দিতে বিভিন্ন কর্মসূচি পালিত হয়। গৌরনদী, বরিশাল: উপজেলা প্রশাসনের উদ্যোগে ২১ ফেব্রুয়ারির প্রথম প্রহরে কেন্দ্রীয় শহীদ মিনারে পুষ্পস্তবক অর্পণ করা হয়। পরে প্রভাতফেরি, আলোচনা সভা ও সাংস্কৃতিক অনুষ্ঠান আয়োজন করা হয়। ঘোড়াঘাট, দিনাজপুর: শহীদ মিনারে শ্রদ্ধা নিবেদন, প্রভাতফেরি, চিত্রাঙ্কন প্রতিযোগিতা ও দোয়া মাহফিলের আয়োজন করা হয়। বিভিন্ন শিক্ষাপ্রতিষ্ঠান, রাজনৈতিক ও সামাজিক সংগঠন এতে অংশ নেয়। <box>1046 933 1392 1019</box>
story-body: কোটি ৯৫ লাখ ৮ হাজার ৪৯১ টাকার অস্থাবর সম্পদসহ মোট ৫৫ কোটি ৪২ লাখ ৯৮ হাজার ৯৬৯ টাকার সম্পদের তথ্য পাওয়া গেছে। দুদকের অনুসন্ধানে আরও দেখা যায়, তার নামে ১০টি ব্যাংক হিসাবে বিপুল পরিমাণ লেনদেন হয়েছে। এসব হিসাবে ৪৭ কোটি টাকার বেশি জমা ও উত্তোলন করা হয়েছে, যা সন্দেহজনক। এছাড়া তার স্ত্রীর নামেও বিপুল সম্পদের খোঁজ মিলেছে। জ্ঞাত আয়বহির্ভূত সম্পদ অর্জনের অভিযোগে মামলা দায়ের করা হয়েছে। দুদকের উপপরিচালক বলেন, মামলার তদন্ত শেষে আদালতে অভিযোগপত্র দাখিল করা হবে। আসামিরা দেশ ত্যাগ করতে না পারে সেজন্য নিষেধাজ্ঞার আবেদন করা হয়েছে। ২০০৪ সালের দুর্নীতি দমন কমিশন আইনের ২৭(১) ধারায় মামলা করা হয়েছে। <box>354 310 688 421</box>
headline: মহান শহীদ দিবস ও আন্তর্জাতিক <box>1122 899 1316 918</box>
story-separator <box>354 1025 688 1026</box>
story-separator <box>700 1199 1034 1200</box>
story <box>700 989 1034 1090</box>
story <box>1046 900 1392 1020</box>
story <box>1046 828 1392 884</box>
continuation-note: ১ম পাতার পর <box>1195 1055 1243 1066</box>
story-separator <box>1046 893 1392 894</box>
story-separator <box>700 378 1034 379</box>
headline: শুদ্ধ বাতাস থেকেই সুপেয় পানি <box>1138 92 1300 107</box>
continuation-note: শেষ পাতার পর <box>149 853 201 864</box>
story <box>354 92 688 262</box>
story-separator <box>8 974 342 975</box>
continuation-note: ১ম পাতার পর <box>1195 418 1243 429</box>
story-separator <box>1046 686 1392 687</box>
continuation-note: ১ম পাতার পর <box>1195 920 1243 931</box>
story <box>354 698 688 834</box>
headline: ক্যান্সারের সঙ্গে দীর্ঘ লড়াই <box>453 436 589 452</box>
story-body: তারা কর্মী প্রেরণ ও অভিবাসন ব্যয় কমানোর বিষয়ে আলোচনা করেন। রাষ্ট্রদূত বলেন, সৌদি আরব বাংলাদেশের অন্যতম গুরুত্বপূর্ণ বন্ধুরাষ্ট্র। দুই দেশের মধ্যে ঐতিহাসিক ও ধর্মীয় সম্পর্ক রয়েছে। সৌদি আরবে বর্তমানে ৩০ লাখের বেশি বাংলাদেশি কর্মরত আছেন। তাদের পাঠানো রেমিট্যান্স দেশের অর্থনীতিতে গুরুত্বপূর্ণ ভূমিকা রাখছে। বৈঠকে জ্বালানি খাতে সহযোগিতা, বিনিয়োগ বৃদ্ধি এবং হজ ব্যবস্থাপনা নিয়েও আলোচনা হয়। উভয় পক্ষ সম্পর্ক আরও জোরদারে একসঙ্গে কাজ করার অঙ্গীকার ব্যক্ত করে। <box>1046 726 1392 812</box>
headline: সেই মঞ্জুরুলকে নিষিদ্ধ করলো <box>86 980 264 999</box>
story <box>354 607 688 683</box>
story-body: আমন্ত্রণ জানান লঙ্কান অধিনায়ক দাসুন শানাকা। ব্যাট করতে নেমে শুরুটা ভালো হয়নি ইংলিশদের। দলীয় ২৪ রানেই প্রথম উইকেট হারায় তারা। পরে জস বাটলার ও হ্যারি ব্রুকের জুটিতে ঘুরে দাঁড়ায় দলটি। বাটলার ৪৫ বলে ৬৮ রান করেন। শেষ পর্যন্ত নির্ধারিত ২০ ওভারে ১৬৭ রান সংগ্রহ করে ইংল্যান্ড। জবাবে ব্যাট করতে নেমে শুরু থেকেই উইকেট হারাতে থাকে শ্রীলঙ্কা। আদিল রশিদের ঘূর্ণিতে দিশেহারা হয়ে পড়ে লঙ্কান ব্যাটাররা। মাত্র ১৬.৩ ওভারে ৯৫ রানে অলআউট হয় দলটি। রশিদ ৪টি উইকেট নেন। <box>8 1150 342 1236</box>
story <box>8 737 342 818</box>
continuation-note: ১ম পাতার পর <box>843 405 891 416</box>
story <box>8 543 342 651</box>
continuation-note: শেষ পাতার পর <box>495 297 547 308</box>
story-separator <box>700 671 1034 672</box>
story <box>700 92 1034 296</box>
story-separator <box>354 841 688 842</box>
section-title: খবর <box>663 16 735 63</box>
headline: শিক্ষক, শিক্ষার্থী ও <box>121 1251 229 1270</box>
continuation-note: শেষ পাতার পর <box>149 563 201 574</box>
